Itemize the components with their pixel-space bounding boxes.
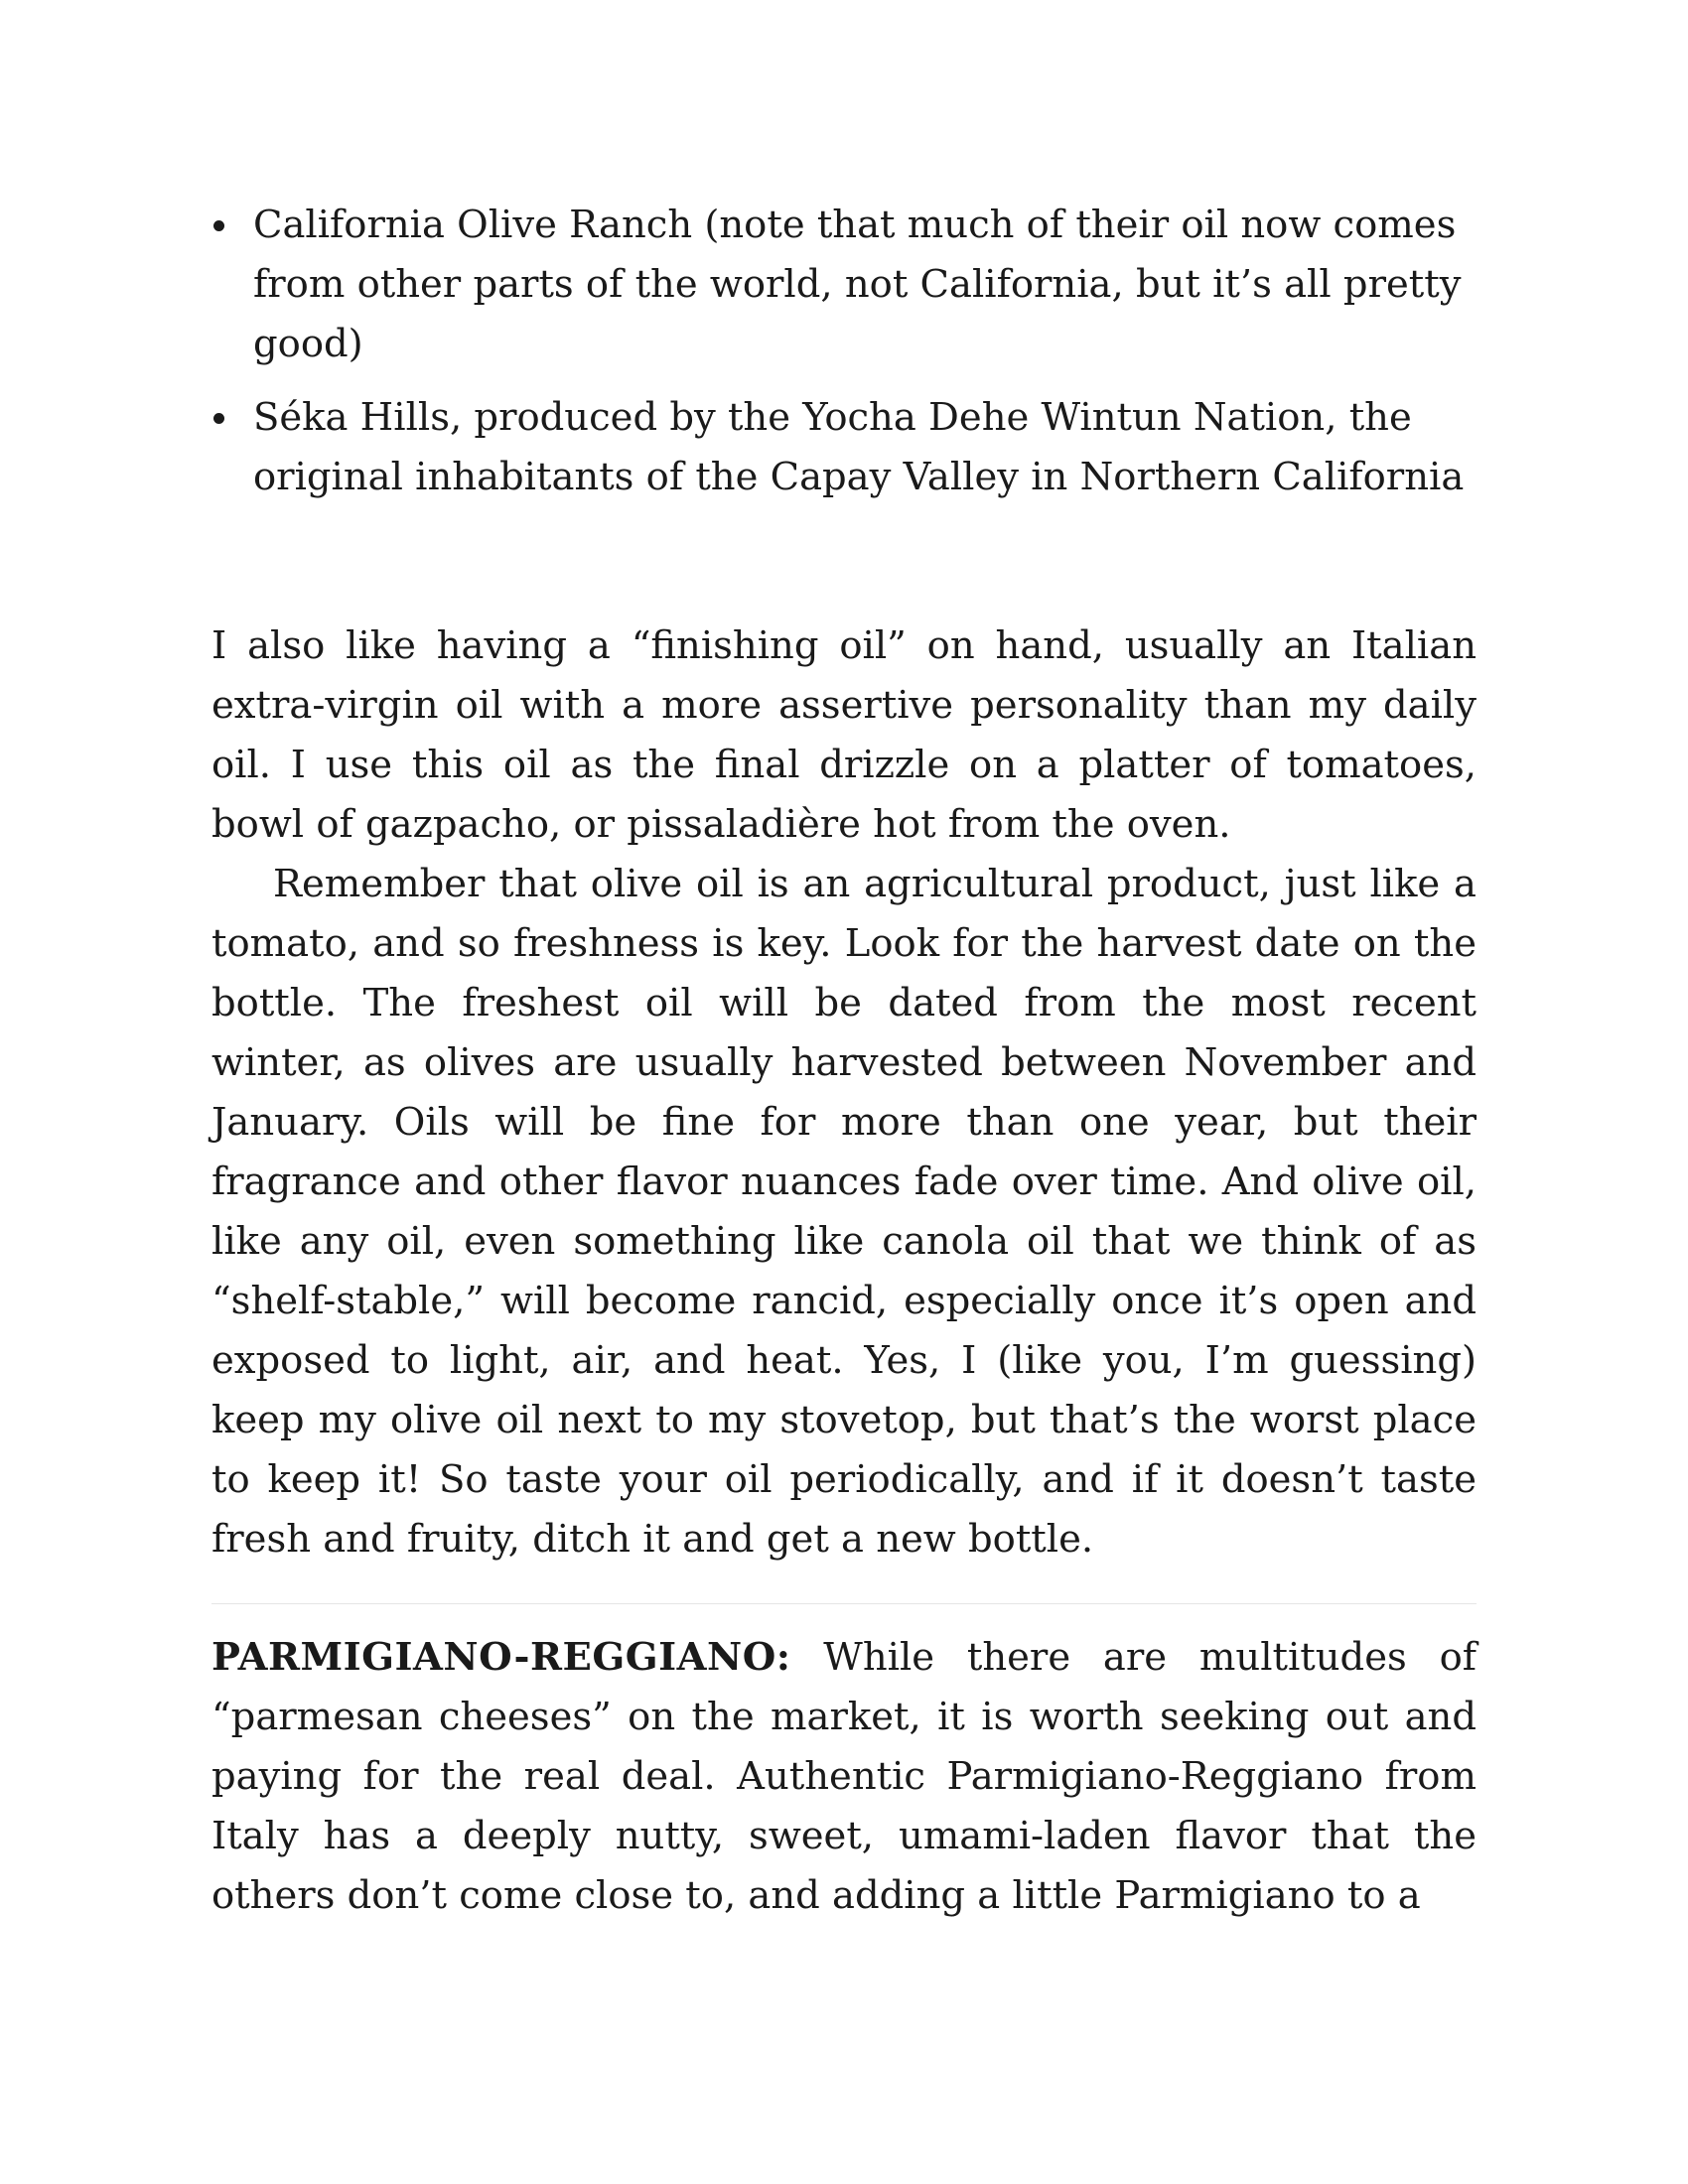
olive-oil-brand-list — [211, 196, 1477, 507]
bullet-icon — [213, 220, 224, 231]
list-item — [211, 196, 1477, 374]
paragraph-finishing-oil: I also like having a “finishing oil” on hand, usually an Italian extra-virgin oil with a more assertive personality than my daily oil. I use this oil as the final drizzle on a platter of tomatoes, bowl of gazpacho, or pissaladière hot from the oven. — [211, 623, 1477, 847]
list-item-text: Séka Hills, produced by the Yocha Dehe Wintun Nation, the original inhabitants of the Capay Valley in Northern California — [253, 395, 1465, 499]
section-term: PARMIGIANO-REGGIANO: — [211, 1635, 791, 1680]
paragraph-freshness: Remember that olive oil is an agricultural product, just like a tomato, and so freshness is key. Look for the harvest date on the bottle. The freshest oil will be dated from the most recent winter, as olives are usually harvested between November and January. Oils will be fine for more than one year, but their fragrance and other flavor nuances fade over time. And olive oil, like any oil, even something like canola oil that we think of as “shelf-stable,” will become rancid, especially once it’s open and exposed to light, air, and heat. Yes, I (like you, I’m guessing) keep my olive oil next to my stovetop, but that’s the worst place to keep it! So taste your oil periodically, and if it doesn’t taste fresh and fruity, ditch it and get a new bottle. — [211, 862, 1477, 1562]
list-item — [211, 388, 1477, 507]
paragraph-parmigiano-text: While there are multitudes of “parmesan cheeses” on the market, it is worth seeking out and paying for the real deal. Authentic Parmigiano-Reggiano from Italy has a deeply nutty, sweet, umami-laden flavor that the others don’t come close to, and adding a little Parmigiano to a — [211, 1635, 1477, 1918]
section-divider — [211, 1603, 1477, 1604]
page-content — [211, 196, 1477, 1926]
paragraph-parmigiano — [211, 1628, 1477, 1926]
list-item-text: California Olive Ranch (note that much of their oil now comes from other parts of the world, not California, but it’s all pretty good) — [253, 203, 1462, 366]
bullet-icon — [213, 413, 224, 424]
